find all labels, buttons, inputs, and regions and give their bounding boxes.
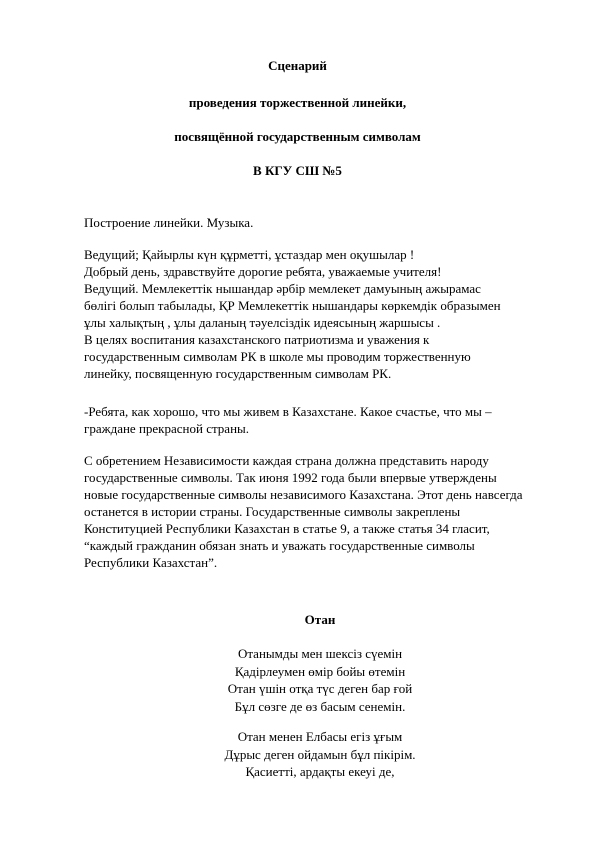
text-line: останется в истории страны. Государственные символы закреплены bbox=[84, 504, 461, 519]
intro-paragraph bbox=[84, 214, 554, 231]
poem-line: Бұл сөзге де өз басым сенемін. bbox=[234, 698, 406, 714]
text-line: бөлігі болып табылады, ҚР Мемлекеттік нышандары көркемдік образымен bbox=[84, 298, 501, 313]
scenario-title: Сценарий bbox=[268, 58, 327, 73]
text-line: новые государственные символы независимого Казахстана. Этот день навсегда bbox=[84, 487, 523, 502]
text-line: В целях воспитания казахстанского патриотизма и уважения к bbox=[84, 332, 430, 347]
poem-title: Отан bbox=[304, 612, 336, 627]
text-line: Республики Казахстан”. bbox=[84, 555, 218, 570]
poem-line: Отан менен Елбасы егіз ұғым bbox=[237, 729, 403, 744]
text-line: ұлы халықтың , ұлы даланың тәуелсіздік идеясының жаршысы . bbox=[84, 315, 441, 330]
speech-paragraph-3 bbox=[84, 452, 554, 571]
text-line: государственные символы. Так июня 1992 года были впервые утверждены bbox=[84, 470, 497, 485]
text-line: линейку, посвященную государственным символам РК. bbox=[84, 366, 392, 381]
text-line: С обретением Независимости каждая страна должна представить народу bbox=[84, 453, 489, 468]
intro-text: Построение линейки. Музыка. bbox=[84, 215, 254, 230]
text-line: -Ребята, как хорошо, что мы живем в Казахстане. Какое счастье, что мы – bbox=[84, 404, 492, 419]
title-line-4: В КГУ СШ №5 bbox=[253, 163, 342, 178]
poem-stanza-1 bbox=[0, 645, 595, 715]
text-line: Добрый день, здравствуйте дорогие ребята, уважаемые учителя! bbox=[84, 264, 442, 279]
text-line: граждане прекрасной страны. bbox=[84, 421, 250, 436]
title-line-2: проведения торжественной линейки, bbox=[188, 95, 407, 110]
text-line: Конституцией Республики Казахстан в статье 9, а также статья 34 гласит, bbox=[84, 521, 490, 536]
speech-paragraph-1 bbox=[84, 246, 554, 382]
poem-line: Қадірлеумен өмір бойы өтемін bbox=[234, 663, 406, 679]
title-line-3: посвящённой государственным символам bbox=[174, 129, 421, 144]
text-line: Ведущий; Қайырлы күн құрметті, ұстаздар мен оқушылар ! bbox=[84, 247, 415, 262]
speech-paragraph-2 bbox=[84, 403, 554, 437]
poem-line: Қасиетті, ардақты екеуі де, bbox=[245, 764, 395, 779]
text-line: “каждый гражданин обязан знать и уважать государственные символы bbox=[84, 538, 475, 553]
poem-stanza-2 bbox=[0, 728, 595, 781]
text-line: Ведущий. Мемлекеттік нышандар әрбір мемлекет дамуының ажырамас bbox=[84, 281, 481, 296]
poem-line: Дұрыс деген ойдамын бұл пікірім. bbox=[224, 746, 416, 762]
poem-line: Отан үшін отқа түс деген бар ғой bbox=[227, 681, 413, 696]
text-line: государственным символам РК в школе мы проводим торжественную bbox=[84, 349, 471, 364]
poem-line: Отанымды мен шексіз сүемін bbox=[237, 646, 403, 661]
